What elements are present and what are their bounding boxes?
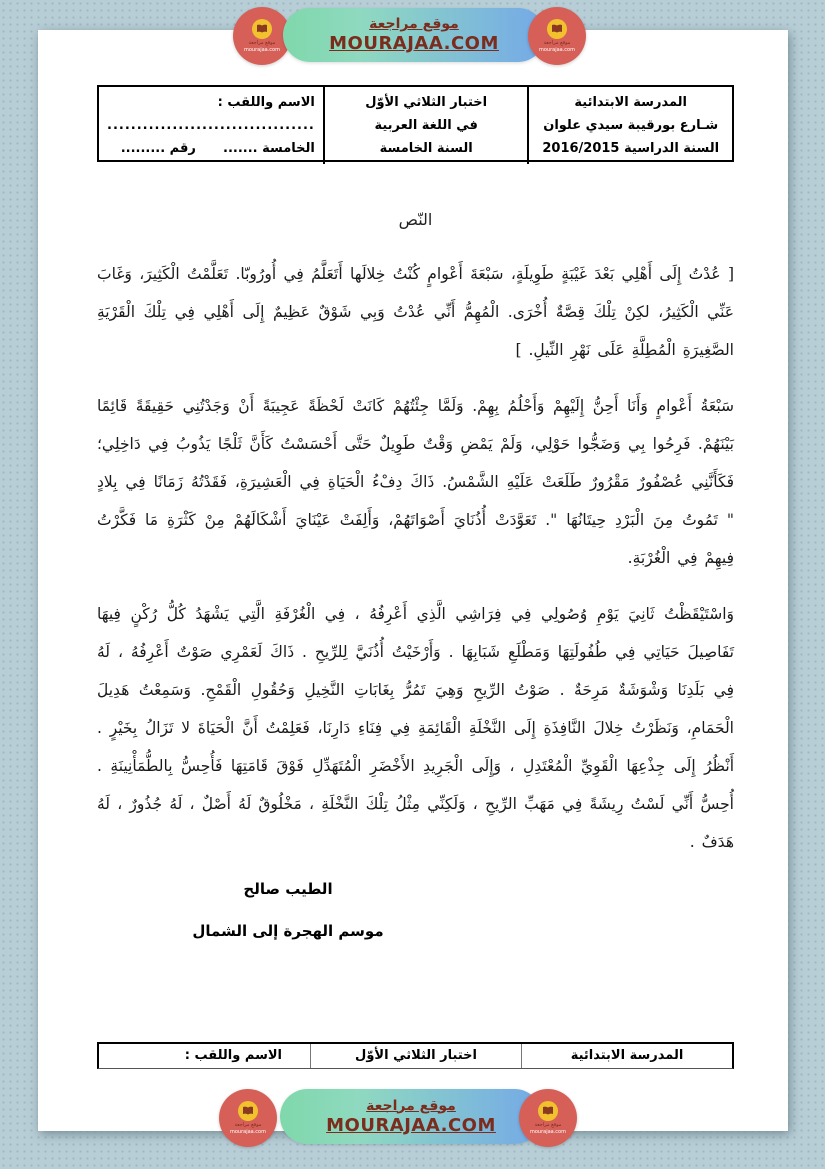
footer-exam-cell: اختبار الثلاثي الأوّل <box>310 1044 521 1068</box>
header-table <box>97 85 734 162</box>
document-page <box>38 30 788 1131</box>
banner-pill <box>280 1089 542 1144</box>
footer-school-cell: المدرسة الابتدائية <box>521 1044 732 1068</box>
mourajaa-logo-icon <box>519 1089 577 1147</box>
paragraph-3: وَاسْتَيْقَظْتُ ثَانِيَ يَوْمِ وُصُولِي فِي فِرَاشِي الَّذِي أَعْرِفُهُ ، فِي الْغُرْفَةِ الَّتِي يَشْهَدُ كُلُّ رُكْنٍ فِيهَا تَفَاصِيلَ حَيَاتِي فِي طُفُولَتِهَا وَمَطْلَعِ شَبَابِهَا . وَأَرْخَيْتُ أُذُنَيَّ لِلرِّيحِ . ذَاكَ لَعَمْرِي صَوْتٌ أَعْرِفُهُ ، لَهُ فِي بَلَدِنَا وَشْوَشَةٌ مَرِحَةٌ . صَوْتُ الرِّيحِ وَهِيَ تَمُرُّ بِغَابَاتِ النَّخِيلِ وَحُقُولِ الْقَمْحِ. وَسَمِعْتُ هَدِيلَ الْحَمَامِ، وَنَظَرْتُ خِلالَ النَّافِذَةِ إِلَى النَّخْلَةِ الْقَائِمَةِ فِي فِنَاءِ دَارِنَا، فَعَلِمْتُ أَنَّ الْحَيَاةَ لا تَزَالُ بِخَيْرٍ . أَنْظُرُ إِلَى جِذْعِهَا الْقَوِيِّ الْمُعْتَدِلِ ، وَإِلَى الْجَرِيدِ الأَخْضَرِ الْمُتَهَدِّلِ فَوْقَ قَامَتِهَا فَأُحِسُّ بِالطُّمَأْنِينَةِ . أُحِسُّ أَنِّي لَسْتُ رِيشَةً فِي مَهَبِّ الرِّيحِ ، وَلَكِنِّي مِثْلُ تِلْكَ النَّخْلَةِ ، مَخْلُوقٌ لَهُ أَصْلٌ ، لَهُ جُذُورٌ ، لَهُ هَدَفٌ . <box>97 605 734 851</box>
attribution <box>97 879 479 941</box>
student-name-label: الاسم واللقب : <box>217 95 315 110</box>
banner-pill <box>283 8 545 62</box>
text-body <box>97 210 734 941</box>
mourajaa-logo-icon <box>219 1089 277 1147</box>
paragraph-2: سَبْعَةُ أَعْوامٍ وَأَنَا أَحِنُّ إِلَيْهِمْ وَأَحْلُمُ بِهِمْ. وَلَمَّا جِئْتُهُمْ كَانَتْ لَحْظَةً عَجِيبَةً أَنْ وَجَدْتُنِي حَقِيقَةً قَائِمًا بَيْنَهُمْ. فَرِحُوا بِي وَضَجُّوا حَوْلِي، وَلَمْ يَمْضِ وَقْتٌ طَوِيلٌ حَتَّى أَحْسَسْتُ كَأَنَّ ثَلْجًا يَذُوبُ فِي دَاخِلِي؛ فَكَأَنَّنِي عُصْفُورٌ مَقْرُورٌ طَلَعَتْ عَلَيْهِ الشَّمْسُ. ذَاكَ دِفْءُ الْحَيَاةِ فِي الْعَشِيرَةِ، فَقَدْتُهُ زَمَانًا فِي بِلادٍ " تَمُوتُ مِنَ الْبَرْدِ حِيتَانُهَا ". تَعَوَّدَتْ أُذُنَايَ أَصْوَاتَهُمْ، وَأَلِفَتْ عَيْنَايَ أَشْكَالَهُمْ مِنْ كَثْرَةِ مَا فَكَّرْتُ فِيهِمْ فِي الْغُرْبَةِ. <box>97 397 734 567</box>
paragraph-1: [ عُدْتُ إِلَى أَهْلِي بَعْدَ غَيْبَةٍ طَوِيلَةٍ، سَبْعَةَ أَعْوامٍ كُنْتُ خِلالَها أَتَعَلَّمُ فِي أُورُوبّا. تَعَلَّمْتُ الْكَثِيرَ، وَغَابَ عَنِّي الْكَثِيرُ، لكِنْ تِلْكَ قِصَّةٌ أُخْرَى. الْمُهِمُّ أَنِّي عُدْتُ وَبِي شَوْقٌ عَظِيمٌ إِلَى أَهْلِي فِي تِلْكَ الْقَرْيَةِ الصَّغِيرَةِ الْمُطِلَّةِ عَلَى نَهْرِ النِّيلِ. ] <box>97 265 734 359</box>
work-title: موسم الهجرة إلى الشمال <box>192 922 384 940</box>
exam-info-cell <box>323 87 528 164</box>
school-year: السنة الدراسية 2016/2015 <box>542 141 720 156</box>
site-domain-link[interactable]: MOURAJAA.COM <box>326 1114 496 1136</box>
school-address: شـارع بورقيبة سيدي علوان <box>543 118 719 133</box>
school-name: المدرسة الابتدائية <box>574 95 688 110</box>
exam-grade: السنة الخامسة <box>379 141 473 156</box>
logo-text-arabic: موقع مراجعة <box>534 1122 562 1128</box>
logo-text-arabic: موقع مراجعة <box>234 1122 262 1128</box>
book-icon <box>547 19 567 39</box>
book-icon <box>252 19 272 39</box>
logo-text-arabic: موقع مراجعة <box>248 40 276 46</box>
book-icon <box>538 1101 558 1121</box>
site-name-arabic-link[interactable]: موقع مراجعة <box>366 1097 456 1114</box>
logo-text-domain: mourajaa.com <box>229 1129 266 1135</box>
mourajaa-logo-icon <box>528 7 586 65</box>
book-icon <box>238 1101 258 1121</box>
site-domain-link[interactable]: MOURAJAA.COM <box>329 33 499 54</box>
exam-title: اختبار الثلاثي الأوّل <box>365 95 488 110</box>
site-name-arabic-link[interactable]: موقع مراجعة <box>369 16 459 32</box>
footer-table <box>97 1042 734 1069</box>
student-info-cell <box>99 87 323 164</box>
logo-text-arabic: موقع مراجعة <box>543 40 571 46</box>
student-class-number-field[interactable]: الخامسة ....... رقم ......... <box>120 141 315 156</box>
school-info-cell <box>527 87 732 164</box>
text-title: النّص <box>398 210 433 229</box>
footer-student-cell: الاسم واللقب : <box>184 1048 282 1063</box>
author-name: الطيب صالح <box>243 880 333 898</box>
logo-text-domain: mourajaa.com <box>529 1129 566 1135</box>
logo-text-domain: mourajaa.com <box>243 47 280 53</box>
logo-text-domain: mourajaa.com <box>538 47 575 53</box>
exam-subject: في اللغة العربية <box>374 118 478 133</box>
student-name-field[interactable]: ................................... <box>107 118 315 133</box>
